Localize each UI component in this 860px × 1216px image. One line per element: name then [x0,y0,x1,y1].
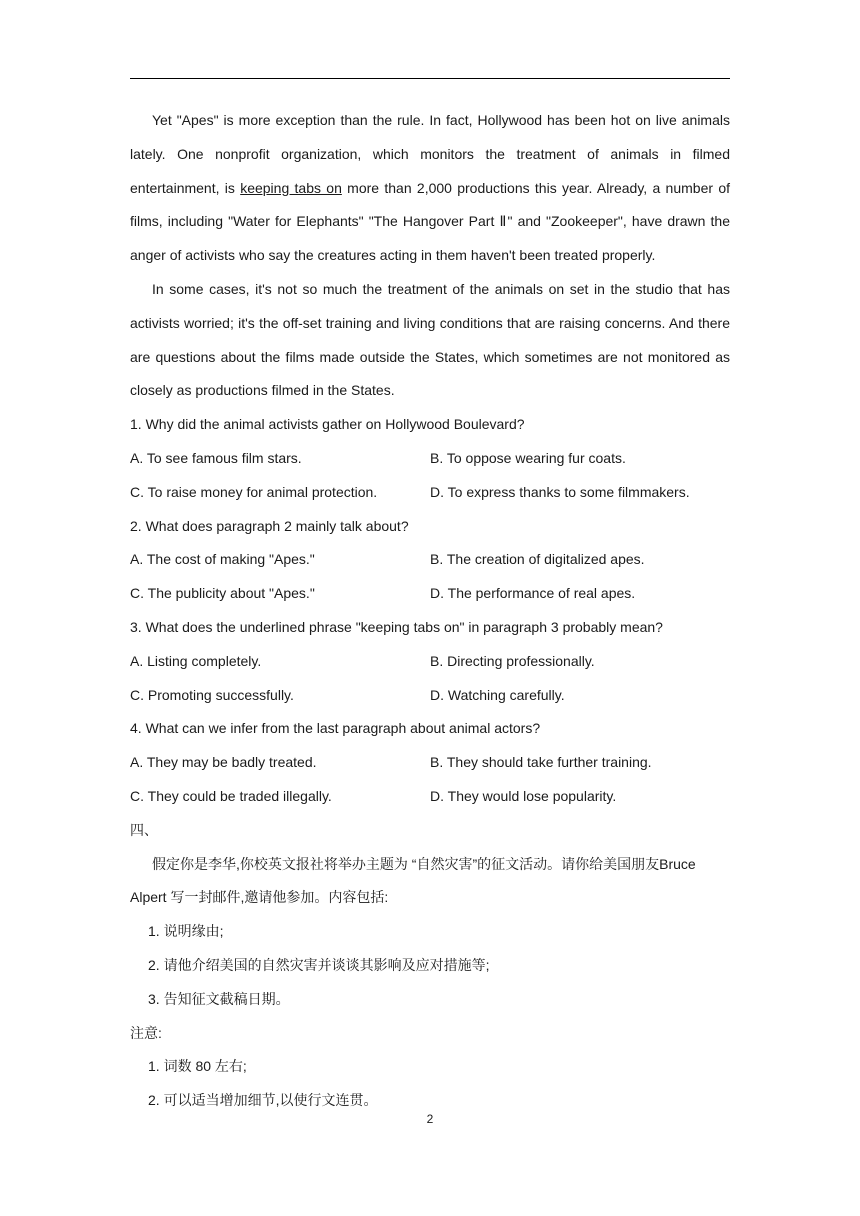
options-row [130,543,730,577]
options-row [130,780,730,814]
option-c: C. They could be traded illegally. [130,787,332,804]
option-a: A. The cost of making "Apes." [130,551,315,568]
option-a: A. To see famous film stars. [130,449,302,466]
option-c: C. Promoting successfully. [130,686,294,703]
options-row [130,679,730,713]
section-heading: 四、 [130,821,158,838]
option-c: C. The publicity about "Apes." [130,585,315,602]
question-2 [130,510,730,611]
question-stem: 2. What does paragraph 2 mainly talk about? [130,517,409,534]
option-d: D. They would lose popularity. [430,787,617,804]
question-stem: 3. What does the underlined phrase "keeping tabs on" in paragraph 3 probably mean? [130,618,663,635]
paragraph-1-text-b: more than 2,000 productions this year. Already, a number of films, including "Water for Elephants" "The Hangover Part Ⅱ" and "Zookeeper", have drawn the anger of activists who say the creatures acting in them haven't been treated properly. [130,179,730,264]
paragraph-1 [130,104,730,273]
option-a: A. They may be badly treated. [130,754,317,771]
options-row [130,476,730,510]
question-4 [130,712,730,813]
paragraph-1-text-a: Yet "Apes" is more exception than the rule. In fact, Hollywood has been hot on live animals lately. One nonprofit organization, which monitors the treatment of animals in filmed entertainment, is [130,112,730,196]
question-stem: 1. Why did the animal activists gather on Hollywood Boulevard? [130,416,525,433]
requirement-item: 1. 说明缘由; [148,923,224,940]
paragraph-2: In some cases, it's not so much the treatment of the animals on set in the studio that has activists worried; it's the off-set training and living conditions that are raising concerns. And there are questions about the films made outside the States, which sometimes are not monitored as closely as productions filmed in the States. [130,280,730,399]
options-row [130,746,730,780]
option-b: B. Directing professionally. [430,652,595,669]
option-d: D. Watching carefully. [430,686,565,703]
page-number: 2 [426,1112,434,1126]
options-row [130,645,730,679]
question-stem: 4. What can we infer from the last paragraph about animal actors? [130,720,541,737]
options-row [130,442,730,476]
option-b: B. The creation of digitalized apes. [430,551,645,568]
writing-prompt: 假定你是李华,你校英文报社将举办主题为 “自然灾害”的征文活动。请你给美国朋友Bruce Alpert 写一封邮件,邀请他参加。内容包括: [130,855,696,906]
document-body [130,104,730,1118]
note-label: 注意: [130,1024,162,1041]
requirement-item: 2. 请他介绍美国的自然灾害并谈谈其影响及应对措施等; [148,956,490,973]
header-rule [130,78,730,79]
underlined-phrase: keeping tabs on [240,179,342,196]
option-d: D. The performance of real apes. [430,585,636,602]
option-c: C. To raise money for animal protection. [130,483,378,500]
note-item: 1. 词数 80 左右; [148,1058,247,1075]
question-3 [130,611,730,712]
question-1 [130,408,730,509]
option-b: B. To oppose wearing fur coats. [430,449,626,466]
option-a: A. Listing completely. [130,652,262,669]
option-b: B. They should take further training. [430,754,652,771]
option-d: D. To express thanks to some filmmakers. [430,483,690,500]
note-item: 2. 可以适当增加细节,以使行文连贯。 [148,1092,378,1109]
requirement-item: 3. 告知征文截稿日期。 [148,990,290,1007]
options-row [130,577,730,611]
